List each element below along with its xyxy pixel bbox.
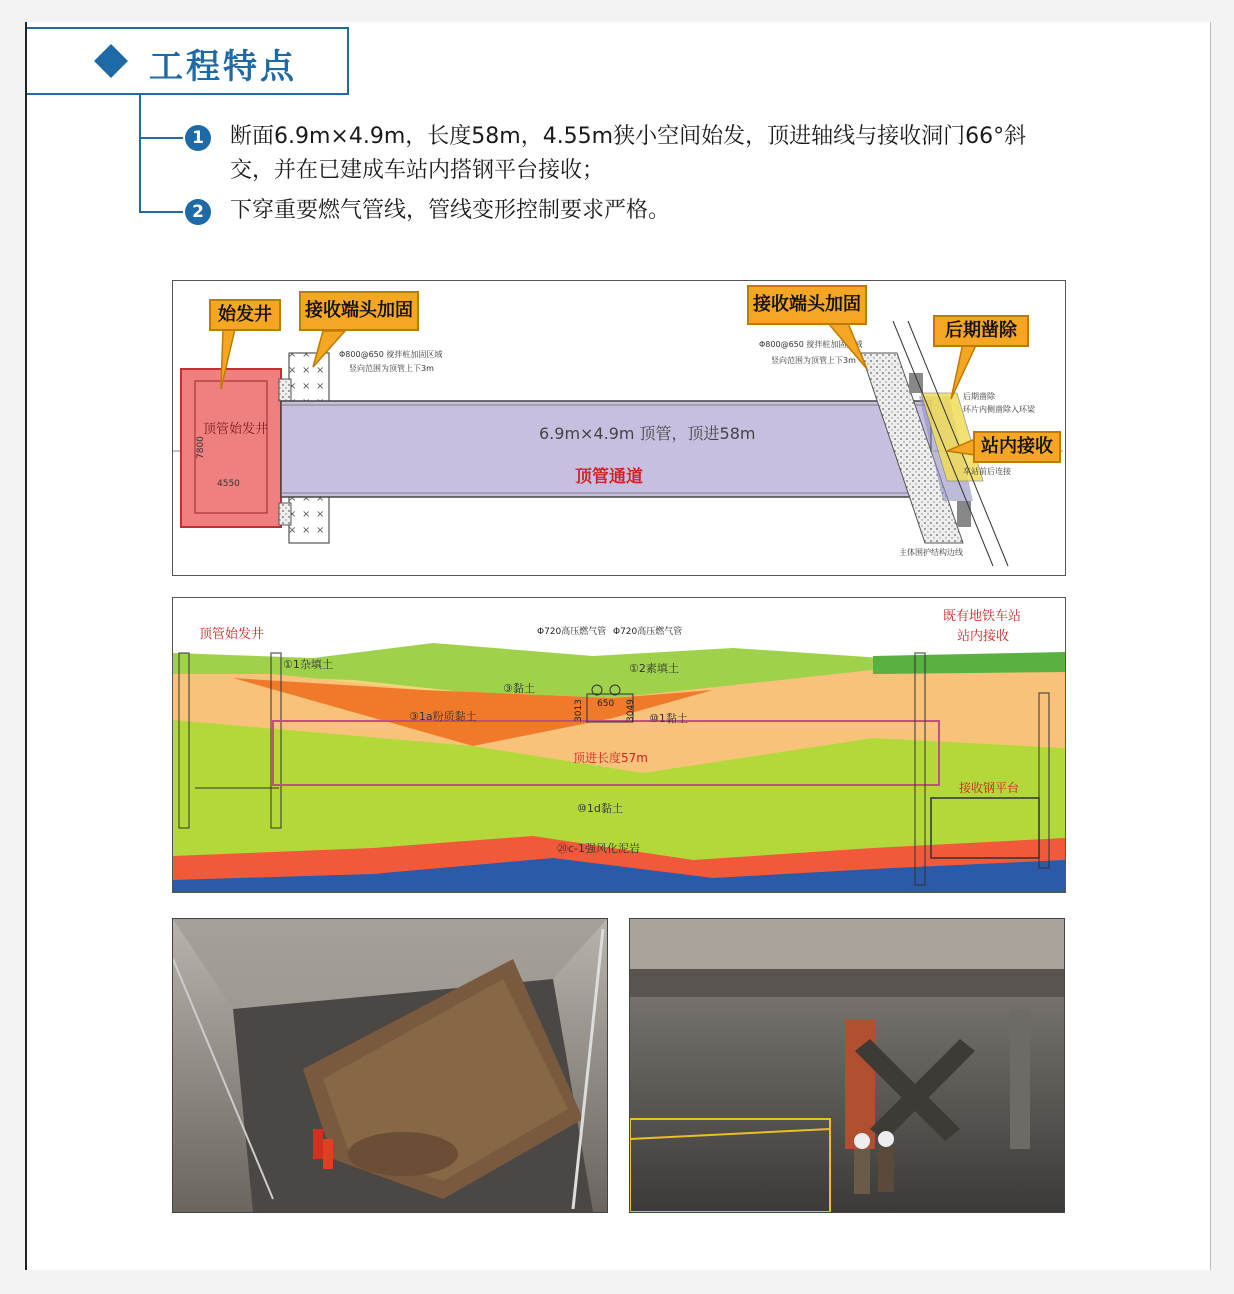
steel-column xyxy=(845,1019,875,1149)
note-left-2: 竖向范围为顶管上下3m xyxy=(349,364,434,373)
profile-left-label: 顶管始发井 xyxy=(199,627,265,642)
photo-receiving-platform xyxy=(629,918,1065,1213)
bullet-number-2: 2 xyxy=(185,199,211,225)
pointer-later-removal xyxy=(951,343,977,399)
note-right-1: Φ800@650 搅拌桩加固区域 xyxy=(759,340,863,349)
tree-vertical-line xyxy=(139,95,141,212)
right-wall-block-bottom xyxy=(957,501,971,527)
layer-rock-label: ⑳c-1强风化泥岩 xyxy=(557,842,641,855)
layer-fill-label: ①1杂填土 xyxy=(283,658,333,671)
layer-clay3-label: ③黏土 xyxy=(503,682,535,695)
layer-silty-label: ③1a粉质黏土 xyxy=(409,710,477,723)
bullet-1-line-2: 交，并在已建成车站内搭钢平台接收； xyxy=(230,158,605,183)
start-well-label: 顶管始发井 xyxy=(203,422,269,437)
note-bottom: 主体围护结构边线 xyxy=(899,548,963,557)
bullet-1-line-1: 断面6.9m×4.9m，长度58m，4.55m狭小空间始发，顶进轴线与接收洞门66°斜 xyxy=(230,124,1027,149)
tree-branch-2 xyxy=(139,211,183,213)
geological-profile-diagram xyxy=(172,597,1066,893)
dim-b: 650 xyxy=(597,699,615,709)
section-title: 工程特点 xyxy=(149,47,297,87)
gas-pipe-label-1: Φ720高压燃气管 xyxy=(537,627,607,637)
bullet-text-2: 下穿重要燃气管线，管线变形控制要求严格。 xyxy=(230,198,671,223)
tree-branch-1 xyxy=(139,137,183,139)
plan-view-diagram xyxy=(172,280,1066,576)
profile-svg xyxy=(173,598,1065,892)
dim-c: 3049 xyxy=(626,699,636,722)
gas-pipe-label-2: Φ720高压燃气管 xyxy=(613,627,683,637)
layer-fill2-label: ①2素填土 xyxy=(629,662,679,675)
left-wall-block-top xyxy=(279,379,291,401)
photo-start-shaft-illustration xyxy=(173,919,607,1212)
callout-recv-reinforce-left: 接收端头加固 xyxy=(299,291,419,331)
channel-label: 顶管通道 xyxy=(575,467,643,487)
note-left-1: Φ800@650 搅拌桩加固区域 xyxy=(339,350,443,359)
note-later-1: 后期凿除 xyxy=(963,392,995,401)
callout-start-well: 始发井 xyxy=(209,299,281,331)
layer-clay1d-label: ⑩1d黏土 xyxy=(577,802,623,815)
pipe-description: 6.9m×4.9m 顶管，顶进58m xyxy=(539,424,756,443)
dim-height: 7800 xyxy=(196,436,206,459)
photo-start-shaft xyxy=(172,918,608,1213)
photo-receiving-platform-illustration xyxy=(630,919,1064,1212)
callout-later-removal: 后期凿除 xyxy=(933,315,1029,347)
note-station: 车站前后连接 xyxy=(963,467,1011,476)
section-title-box xyxy=(27,27,349,95)
pipe-length-label: 顶进长度57m xyxy=(573,751,648,765)
note-right-2: 竖向范围为顶管上下3m xyxy=(771,356,856,365)
profile-right-label-1: 既有地铁车站 xyxy=(943,609,1022,624)
bullet-text-1 xyxy=(230,120,1130,188)
platform-label: 接收钢平台 xyxy=(959,781,1020,795)
diamond-icon xyxy=(94,44,128,78)
callout-recv-reinforce-right: 接收端头加固 xyxy=(747,285,867,325)
profile-right-label-2: 站内接收 xyxy=(957,629,1010,644)
dim-a: 3013 xyxy=(574,699,584,722)
dim-width: 4550 xyxy=(217,479,240,489)
left-wall-block-bottom xyxy=(279,503,291,525)
callout-station-receive: 站内接收 xyxy=(973,431,1061,463)
note-later-2: 环片内侧凿除入环梁 xyxy=(963,405,1035,414)
bullet-number-1: 1 xyxy=(185,125,211,151)
layer-clay1-label: ⑩1黏土 xyxy=(649,712,688,725)
page-content xyxy=(25,22,1211,1270)
